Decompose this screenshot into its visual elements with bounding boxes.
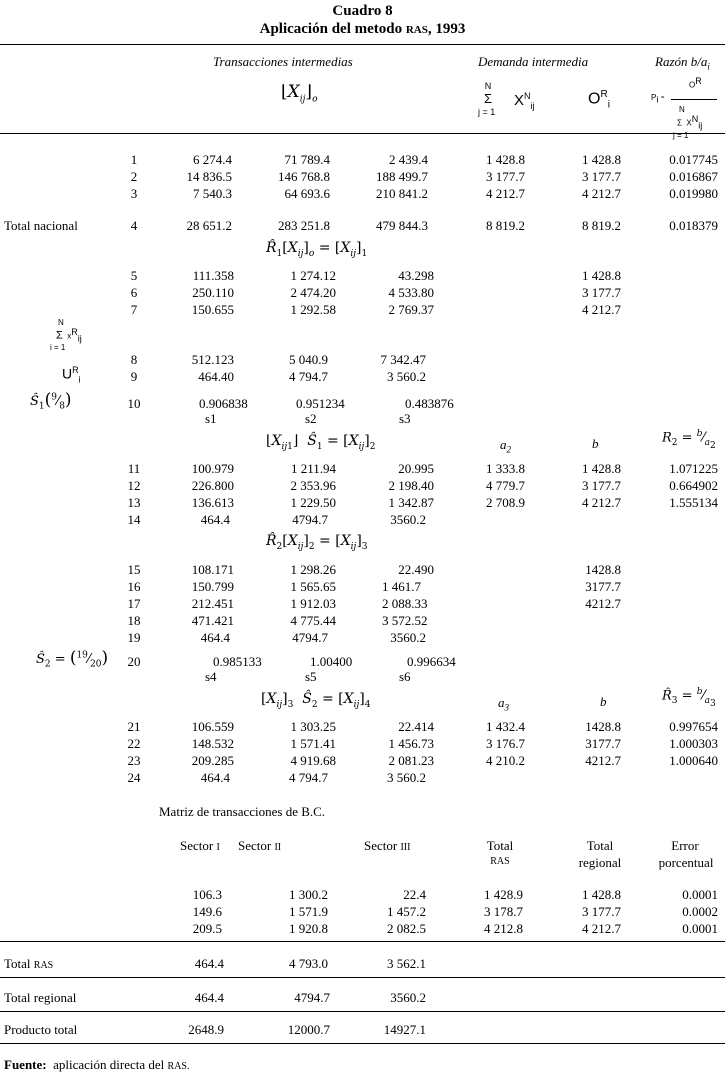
- cell: 464.40: [198, 369, 234, 384]
- cell: 464.4: [200, 512, 230, 527]
- row-number: 23: [127, 753, 141, 768]
- rule-header: [0, 133, 725, 134]
- header-r3: $R̂_3$ = $^b⁄_{a_3}$: [662, 687, 716, 709]
- table-title: Aplicación del metodo ras, 1993: [259, 21, 466, 37]
- rule-totals-top: [0, 941, 725, 942]
- cell: 150.655: [191, 302, 234, 317]
- cell: 2 708.9: [486, 495, 525, 510]
- row-number: 22: [127, 736, 141, 751]
- header-b: b: [592, 436, 599, 451]
- cell: 0.951234: [296, 396, 345, 411]
- cell: 1 333.8: [486, 461, 525, 476]
- cell: 7 540.3: [193, 186, 232, 201]
- cell: 1 461.7: [382, 579, 421, 594]
- cell: 0.019980: [669, 186, 718, 201]
- row-number: 10: [127, 396, 141, 411]
- cell: 0.0001: [682, 921, 718, 936]
- cell: 212.451: [191, 596, 234, 611]
- row-number: 24: [127, 770, 141, 785]
- cell: 1428.8: [585, 562, 621, 577]
- cell: 3 572.52: [382, 613, 428, 628]
- row-number: 14: [127, 512, 141, 527]
- table-number: Cuadro 8: [332, 3, 393, 19]
- header-total-regional-1: Total: [586, 838, 614, 853]
- oir-label: $O^R_i$: [588, 89, 610, 111]
- cell: 4 212.7: [486, 186, 525, 201]
- cell: 3 177.7: [582, 169, 621, 184]
- cell: 4 793.0: [289, 956, 328, 971]
- cell: 1 920.8: [289, 921, 328, 936]
- cell: 64 693.6: [284, 186, 330, 201]
- xij-n: $X^N_{ij}$: [514, 91, 535, 111]
- cell: 0.018379: [669, 218, 718, 233]
- row-number: 13: [127, 495, 141, 510]
- cell: 1 428.8: [486, 152, 525, 167]
- cell: 2 474.20: [290, 285, 336, 300]
- header-demanda: Demanda intermedia: [478, 54, 589, 69]
- cell: 43.298: [398, 268, 434, 283]
- cell: 8 819.2: [582, 218, 621, 233]
- header-total-ras-1: Total: [486, 838, 514, 853]
- cell: 0.016867: [669, 169, 718, 184]
- row-number: 19: [127, 630, 141, 645]
- cell: 106.559: [191, 719, 234, 734]
- row-number: 4: [130, 218, 138, 233]
- cell: 3 177.7: [486, 169, 525, 184]
- xij-o-formula: $⌊X_{ij}⌋_o$: [281, 82, 318, 105]
- row-number: 11: [127, 461, 141, 476]
- cell: 4 212.7: [582, 186, 621, 201]
- cell: 209.5: [192, 921, 222, 936]
- cell: 14927.1: [383, 1022, 426, 1037]
- row-number: 18: [127, 613, 141, 628]
- cell: 3 560.2: [387, 770, 426, 785]
- row-number: 7: [130, 302, 138, 317]
- cell: 14 836.5: [186, 169, 232, 184]
- cell: 464.4: [200, 630, 230, 645]
- cell: 4 779.7: [486, 478, 525, 493]
- uir-label: $U^R_i$: [62, 365, 81, 385]
- cell: 5 040.9: [289, 352, 328, 367]
- cell: 111.358: [192, 268, 234, 283]
- cell: 28 651.2: [186, 218, 232, 233]
- label-s5: s5: [305, 669, 317, 684]
- label-s2: s2: [305, 411, 317, 426]
- pi-formula: $O^R$ $P_i$ - N Σ $X^N_{ij}$ j = 1: [651, 76, 717, 140]
- cell: 20.995: [398, 461, 434, 476]
- cell: 1 428.8: [582, 461, 621, 476]
- cell: 1 292.58: [290, 302, 336, 317]
- rule-totals-2: [0, 1011, 725, 1012]
- cell: 464.4: [194, 990, 224, 1005]
- cell: 2 088.33: [382, 596, 428, 611]
- cell: 71 789.4: [284, 152, 330, 167]
- cell: 4 775.44: [290, 613, 336, 628]
- cell: 0.0001: [682, 887, 718, 902]
- row-number: 2: [130, 169, 138, 184]
- cell: 1.00400: [310, 654, 353, 669]
- cell: 226.800: [191, 478, 234, 493]
- cell: 1 300.2: [289, 887, 328, 902]
- cell: 1 303.25: [290, 719, 336, 734]
- cell: 6 274.4: [193, 152, 232, 167]
- cell: 1 428.9: [484, 887, 523, 902]
- cell: 0.483876: [405, 396, 454, 411]
- header-sector-3: Sector III: [364, 838, 411, 853]
- cell: 8 819.2: [486, 218, 525, 233]
- cell: 283 251.8: [278, 218, 330, 233]
- row-number: 15: [127, 562, 141, 577]
- cell: 0.664902: [669, 478, 718, 493]
- cell: 148.532: [191, 736, 234, 751]
- cell: 4 794.7: [289, 770, 328, 785]
- sum-xij-label: N Σ $x^R_{ij}$ i = 1: [50, 318, 82, 352]
- cell: 209.285: [191, 753, 234, 768]
- rule-totals-1: [0, 977, 725, 978]
- cell: 136.613: [191, 495, 234, 510]
- cell: 0.996634: [407, 654, 456, 669]
- cell: 1 912.03: [290, 596, 336, 611]
- row-number: 3: [130, 186, 138, 201]
- cell: 3 177.7: [582, 478, 621, 493]
- cell: 2 081.23: [388, 753, 434, 768]
- cell: 2 082.5: [387, 921, 426, 936]
- row-number: 20: [127, 654, 141, 669]
- cell: 1 428.8: [582, 887, 621, 902]
- label-s1: s1: [205, 411, 217, 426]
- cell: 4794.7: [292, 512, 328, 527]
- cell: 3177.7: [585, 579, 621, 594]
- cell: 1 456.73: [388, 736, 434, 751]
- cell: 4 919.68: [290, 753, 336, 768]
- cell: 22.4: [403, 887, 426, 902]
- header-b2: b: [600, 694, 607, 709]
- cell: 0.997654: [669, 719, 718, 734]
- header-total-ras-2: RAS: [490, 856, 510, 867]
- label-s6: s6: [399, 669, 411, 684]
- cell: 4 210.2: [486, 753, 525, 768]
- cell: 210 841.2: [376, 186, 428, 201]
- header-a3: $a_3$: [498, 695, 509, 713]
- cell: 250.110: [192, 285, 234, 300]
- cell: 4 533.80: [388, 285, 434, 300]
- s1-label: $Ŝ_1(^9⁄_8)$: [30, 390, 72, 412]
- cell: 1 428.8: [582, 268, 621, 283]
- header-error-1: Error: [671, 838, 699, 853]
- cell: 2648.9: [188, 1022, 224, 1037]
- header-error-2: porcentual: [658, 855, 714, 870]
- cell: 3 177.7: [582, 285, 621, 300]
- source-note: Fuente: aplicación directa del RAS.: [4, 1057, 190, 1072]
- cell: 22.490: [398, 562, 434, 577]
- cell: 1 229.50: [290, 495, 336, 510]
- row-number: 12: [127, 478, 141, 493]
- cell: 479 844.3: [376, 218, 428, 233]
- cell: 464.4: [200, 770, 230, 785]
- cell: 1 432.4: [486, 719, 525, 734]
- header-razon: Razón $b/a_i$: [655, 54, 710, 72]
- cell: 1.555134: [669, 495, 718, 510]
- row-number: 16: [127, 579, 141, 594]
- cell: 3 562.1: [387, 956, 426, 971]
- cell: 4794.7: [292, 630, 328, 645]
- cell: 4 794.7: [289, 369, 328, 384]
- cell: 2 353.96: [290, 478, 336, 493]
- row-number: 1: [130, 152, 138, 167]
- row-number: 21: [127, 719, 141, 734]
- cell: 4794.7: [294, 990, 330, 1005]
- matriz-title: Matriz de transacciones de B.C.: [159, 804, 326, 819]
- header-total-regional-2: regional: [578, 855, 622, 870]
- header-a2: $a_2$: [500, 437, 511, 455]
- cell: 0.0002: [682, 904, 718, 919]
- cell: 1 211.94: [290, 461, 336, 476]
- cell: 1428.8: [585, 719, 621, 734]
- row-label: Producto total: [4, 1022, 78, 1037]
- row-number: 8: [130, 352, 138, 367]
- row-number: 9: [130, 369, 138, 384]
- cell: 100.979: [191, 461, 234, 476]
- cell: 4212.7: [585, 596, 621, 611]
- cell: 3 177.7: [582, 904, 621, 919]
- equation-s1: $⌊X_{ij1}⌋$ $Ŝ_1 = [X_{ij}]_2$: [266, 433, 376, 452]
- cell: 0.906838: [199, 396, 248, 411]
- label-s4: s4: [205, 669, 217, 684]
- row-number: 5: [130, 268, 138, 283]
- cell: 1.000640: [669, 753, 718, 768]
- rule-bottom: [0, 1043, 725, 1044]
- cell: 1 274.12: [290, 268, 336, 283]
- header-sector-1: Sector I: [180, 838, 220, 853]
- cell: 3560.2: [390, 512, 426, 527]
- cell: 0.017745: [669, 152, 718, 167]
- cell: 1 571.41: [290, 736, 336, 751]
- cell: 188 499.7: [376, 169, 428, 184]
- cell: 1.071225: [669, 461, 718, 476]
- cell: 1 571.9: [289, 904, 328, 919]
- cell: 1 457.2: [387, 904, 426, 919]
- cell: 4 212.7: [582, 302, 621, 317]
- cell: 1 298.26: [290, 562, 336, 577]
- header-r2: $R_2$ = $^b⁄_{a_2}$: [662, 429, 716, 451]
- cell: 3560.2: [390, 630, 426, 645]
- header-transacciones: Transacciones intermedias: [213, 54, 353, 69]
- cell: 108.171: [191, 562, 234, 577]
- cell: 12000.7: [287, 1022, 330, 1037]
- cell: 464.4: [194, 956, 224, 971]
- cell: 3 178.7: [484, 904, 523, 919]
- row-number: 17: [127, 596, 141, 611]
- cell: 146 768.8: [278, 169, 330, 184]
- cell: 0.985133: [213, 654, 262, 669]
- cell: 22.414: [398, 719, 434, 734]
- row-label: Total regional: [4, 990, 77, 1005]
- equation-r2: $R̂_2[X_{ij}]_2 = [X_{ij}]_3$: [266, 533, 368, 552]
- cell: 1 428.8: [582, 152, 621, 167]
- rule-top: [0, 44, 725, 45]
- cell: 2 439.4: [389, 152, 428, 167]
- row-label: Total RAS: [4, 956, 54, 971]
- cell: 149.6: [192, 904, 222, 919]
- sum-formula: N Σ j = 1: [478, 81, 496, 118]
- header-sector-2: Sector II: [238, 838, 282, 853]
- cell: 3 176.7: [486, 736, 525, 751]
- cell: 7 342.47: [380, 352, 426, 367]
- cell: 1.000303: [669, 736, 718, 751]
- cell: 3 560.2: [387, 369, 426, 384]
- cell: 1 565.65: [290, 579, 336, 594]
- row-label: Total nacional: [4, 218, 78, 233]
- s2-label: $Ŝ_2$ = $(^{19}⁄_{20})$: [36, 648, 109, 670]
- label-s3: s3: [399, 411, 411, 426]
- equation-s2: $[X_{ij}]_3$ $Ŝ_2 = [X_{ij}]_4$: [261, 691, 371, 710]
- equation-r1: $R̂_1[X_{ij}]_o = [X_{ij}]_1$: [266, 240, 368, 259]
- cell: 106.3: [192, 887, 222, 902]
- cell: 150.799: [191, 579, 234, 594]
- cell: 1 342.87: [388, 495, 434, 510]
- cell: 3560.2: [390, 990, 426, 1005]
- cell: 4 212.8: [484, 921, 523, 936]
- cell: 512.123: [191, 352, 234, 367]
- cell: 2 198.40: [388, 478, 434, 493]
- cell: 4 212.7: [582, 921, 621, 936]
- cell: 4 212.7: [582, 495, 621, 510]
- cell: 3177.7: [585, 736, 621, 751]
- cell: 4212.7: [585, 753, 621, 768]
- cell: 2 769.37: [388, 302, 434, 317]
- cell: 471.421: [191, 613, 234, 628]
- row-number: 6: [130, 285, 138, 300]
